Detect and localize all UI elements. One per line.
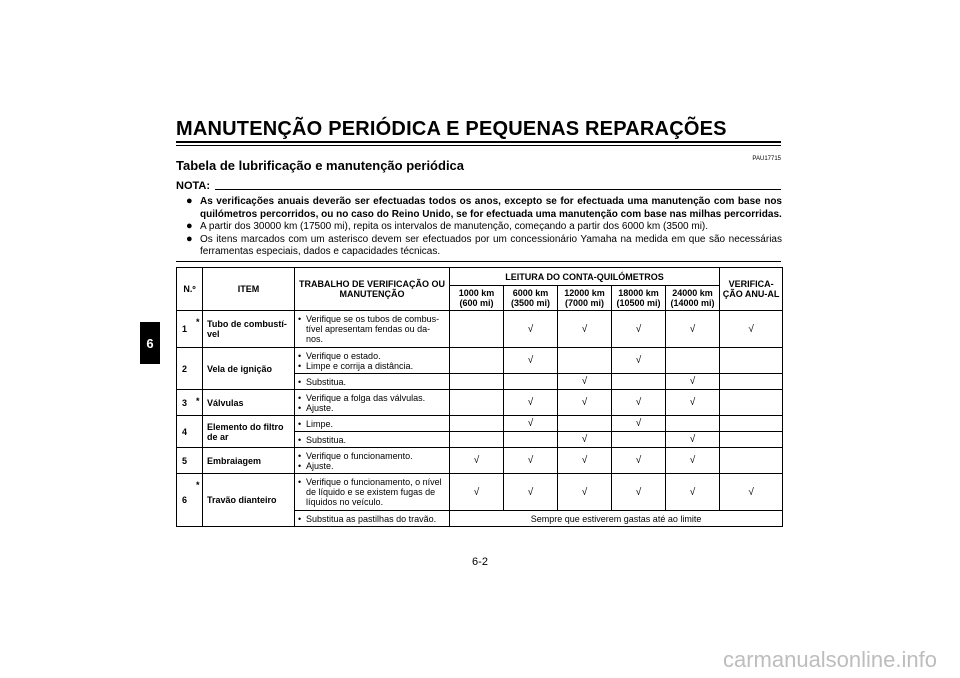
check-icon: √ (612, 311, 666, 348)
table-row: • Substitua. √ √ (177, 432, 783, 448)
check-icon: √ (666, 448, 720, 474)
title-rule-thin (176, 145, 781, 146)
check-icon: √ (720, 474, 783, 511)
check-icon: √ (558, 311, 612, 348)
section-title: Tabela de lubrificação e manutenção periódica (176, 158, 465, 173)
check-icon: √ (504, 390, 558, 416)
nota-item: ● Os itens marcados com um asterisco devem ser efectuados por um concessionário Yamaha na medida em que são necessárias ferramentas especiais, dados e capacidades técnicas. (186, 232, 782, 257)
check-icon: √ (504, 348, 558, 374)
page-title: MANUTENÇÃO PERIÓDICA E PEQUENAS REPARAÇÕES (176, 118, 727, 140)
nota-item: ● As verificações anuais deverão ser efectuadas todos os anos, excepto se for efectuada uma manutenção com base nos quilómetros percorridos, ou no caso do Reino Unido, se for efectuada uma manutenção com base nas milhas percorridas. (186, 195, 782, 220)
table-row: 3 * Válvulas • Verifique a folga das válvulas. • Ajuste. √ √ √ √ (177, 390, 783, 416)
table-header-row (177, 268, 783, 286)
check-icon: √ (450, 474, 504, 511)
interval-12000: 12000 km (7000 mi) (558, 286, 612, 311)
table-row: 4 Elemento do filtro de ar • Limpe. √ √ (177, 416, 783, 432)
interval-6000: 6000 km (3500 mi) (504, 286, 558, 311)
table-row: • Substitua as pastilhas do travão. Sempre que estiverem gastas até ao limite (177, 511, 783, 527)
notes-rule (176, 261, 781, 262)
check-icon: √ (504, 448, 558, 474)
check-icon: √ (558, 374, 612, 390)
page-number: 6-2 (472, 556, 488, 568)
bullet-icon: ● (186, 232, 193, 245)
header-annual: VERIFICA-ÇÃO ANU-AL (720, 268, 783, 311)
interval-1000: 1000 km (600 mi) (450, 286, 504, 311)
table-row: • Substitua. √ √ (177, 374, 783, 390)
check-icon: √ (558, 474, 612, 511)
check-icon: √ (450, 448, 504, 474)
check-icon: √ (504, 311, 558, 348)
table-row: 5 Embraiagem • Verifique o funcionamento. • Ajuste. √ √ √ √ √ (177, 448, 783, 474)
nota-item: ● A partir dos 30000 km (17500 mi), repita os intervalos de manutenção, começando a partir dos 6000 km (3500 mi). (186, 220, 709, 232)
check-icon: √ (558, 448, 612, 474)
check-icon: √ (666, 432, 720, 448)
nota-label: NOTA: (176, 180, 211, 192)
header-work: TRABALHO DE VERIFICAÇÃO OU MANUTENÇÃO (295, 268, 450, 311)
header-odometer: LEITURA DO CONTA-QUILÓMETROS (450, 268, 720, 286)
check-icon: √ (558, 390, 612, 416)
table-row: 6 * Travão dianteiro • Verifique o funcionamento, o nível de líquido e se existem fugas de líquidos no veículo. √ √ √ √ √ √ (177, 474, 783, 511)
nota-list (186, 196, 782, 259)
check-icon: √ (666, 311, 720, 348)
check-icon: √ (666, 474, 720, 511)
check-icon: √ (612, 474, 666, 511)
bullet-icon: ● (186, 220, 193, 232)
check-icon: √ (720, 311, 783, 348)
interval-24000: 24000 km (14000 mi) (666, 286, 720, 311)
check-icon: √ (612, 348, 666, 374)
check-icon: √ (612, 416, 666, 432)
maintenance-table (176, 267, 783, 527)
check-icon: √ (504, 416, 558, 432)
check-icon: √ (612, 448, 666, 474)
check-icon: √ (666, 374, 720, 390)
interval-18000: 18000 km (10500 mi) (612, 286, 666, 311)
header-item: ITEM (203, 268, 295, 311)
check-icon: √ (666, 390, 720, 416)
nota-rule (215, 189, 781, 190)
check-icon: √ (612, 390, 666, 416)
table-row: 2 Vela de ignição • Verifique o estado. • Limpe e corrija a distância. √ √ (177, 348, 783, 374)
brake-pads-note: Sempre que estiverem gastas até ao limite (450, 511, 783, 527)
table-row: 1 * Tubo de combustí-vel • Verifique se os tubos de combus-tível apresentam fendas ou da-nos. √ √ √ √ √ (177, 311, 783, 348)
document-code: PAU17715 (752, 156, 781, 162)
title-rule (176, 141, 781, 143)
bullet-icon: ● (186, 195, 193, 207)
header-no: N.º (177, 268, 203, 311)
chapter-tab: 6 (140, 322, 160, 364)
check-icon: √ (558, 432, 612, 448)
check-icon: √ (504, 474, 558, 511)
watermark: carmanualsonline.info (722, 647, 937, 672)
